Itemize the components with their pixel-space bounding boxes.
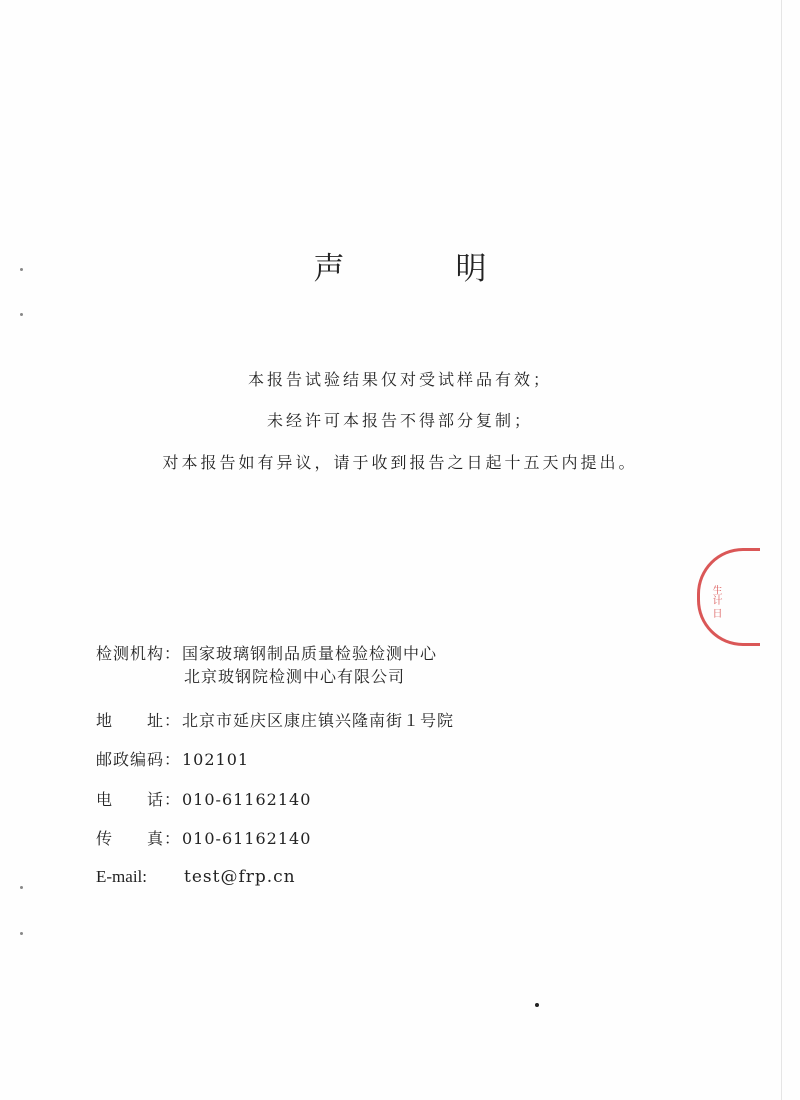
zip-value: 102101: [182, 750, 250, 769]
statement-line-2: 未经许可本报告不得部分复制；: [266, 411, 533, 430]
phone-row: [96, 787, 311, 810]
address-label: 地 址：: [96, 711, 182, 730]
address-value: 北京市延庆区康庄镇兴隆南街１号院: [182, 711, 455, 730]
fax-label: 传 真：: [96, 829, 182, 848]
org-line-2: 北京玻钢院检测中心有限公司: [184, 667, 406, 686]
phone-value: 010-61162140: [182, 790, 312, 809]
fax-value: 010-61162140: [182, 829, 312, 848]
email-value: test@frp.cn: [184, 867, 296, 887]
stamp-text: 生计 日: [710, 585, 721, 619]
org-label: 检测机构：: [96, 644, 182, 663]
org-row: [96, 641, 437, 664]
binding-mark: [20, 932, 23, 935]
binding-mark: [20, 886, 23, 889]
zip-label: 邮政编码：: [96, 750, 182, 769]
page-edge-line: [781, 0, 782, 1100]
stray-dot: [535, 1003, 539, 1007]
zip-row: [96, 747, 249, 770]
org-row-2: [184, 664, 405, 687]
email-label: E-mail:: [96, 867, 147, 886]
partial-seal-stamp: [697, 548, 760, 646]
fax-row: [96, 826, 311, 849]
address-row: [96, 708, 454, 731]
page-title: 声 明: [313, 251, 527, 287]
phone-label: 电 话：: [96, 790, 182, 809]
binding-mark: [20, 313, 23, 316]
email-row: [96, 867, 296, 887]
org-line-1: 国家玻璃钢制品质量检验检测中心: [182, 644, 438, 663]
statement-line-3: 对本报告如有异议，请于收到报告之日起十五天内提出。: [162, 453, 638, 472]
statement-line-1: 本报告试验结果仅对受试样品有效；: [247, 370, 552, 389]
